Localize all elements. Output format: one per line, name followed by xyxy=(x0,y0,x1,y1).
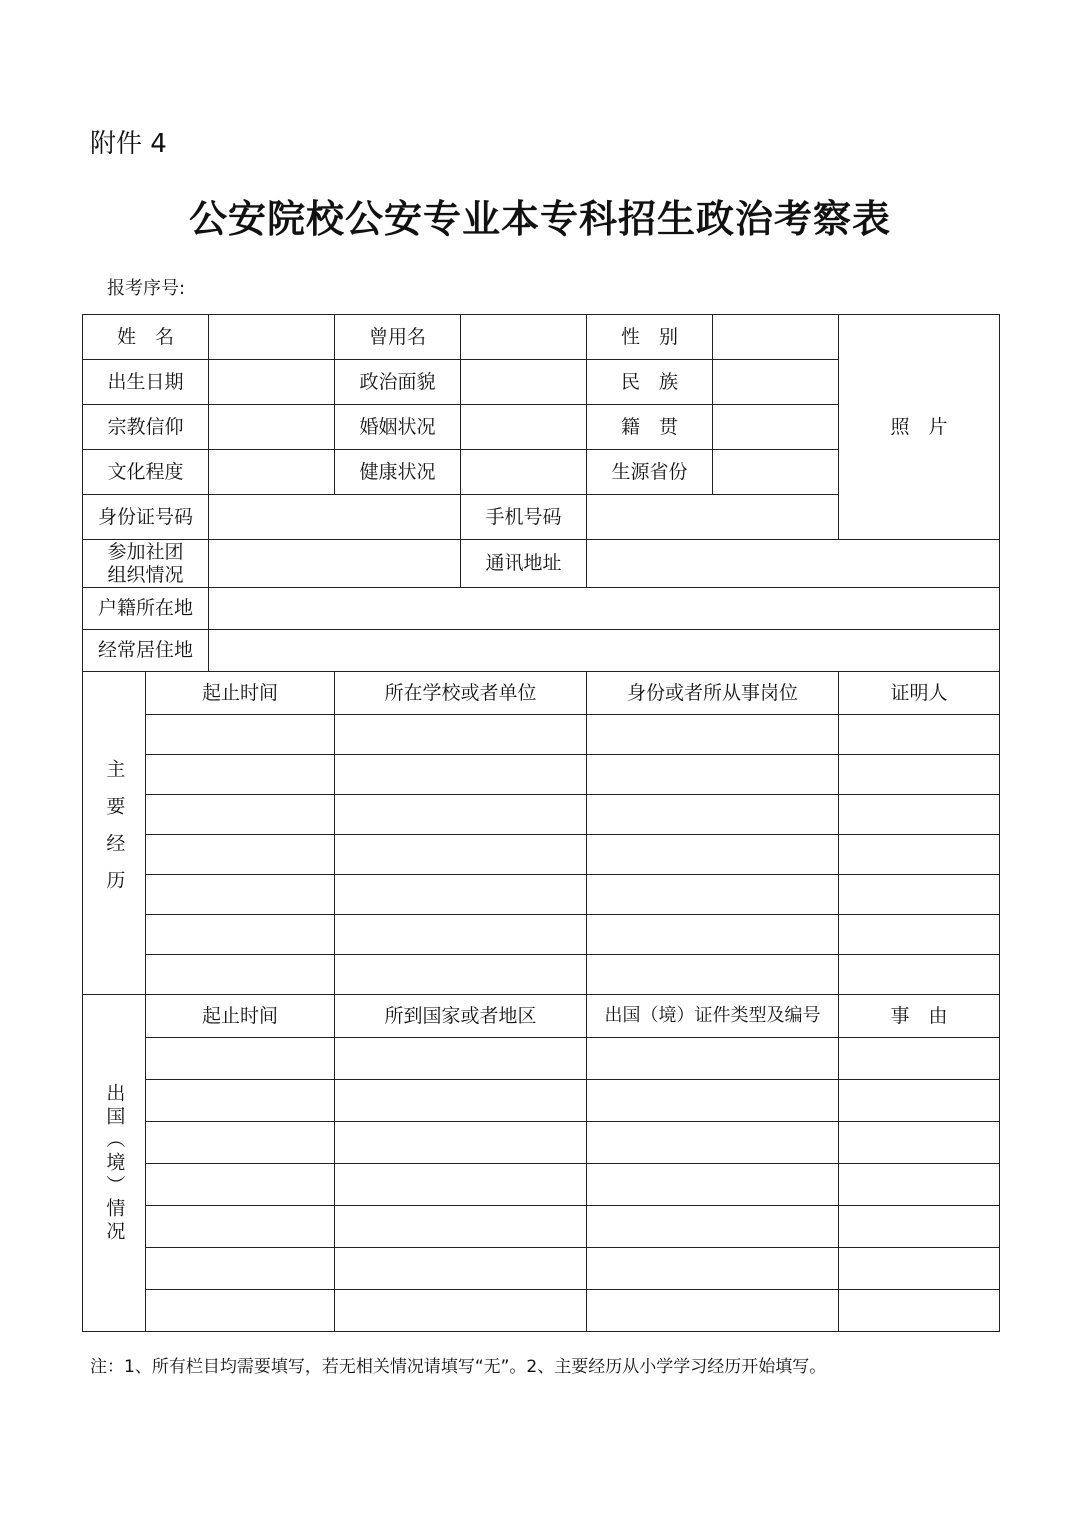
org-participation-line2: 组织情况 xyxy=(107,563,184,586)
abroad-cell[interactable] xyxy=(335,1038,587,1080)
abroad-cell[interactable] xyxy=(839,1206,1000,1248)
abroad-row xyxy=(83,1206,1000,1248)
experience-cell[interactable] xyxy=(146,875,335,915)
name-label: 姓 名 xyxy=(83,315,209,360)
abroad-cell[interactable] xyxy=(587,1248,839,1290)
experience-cell[interactable] xyxy=(839,755,1000,795)
abroad-row xyxy=(83,1080,1000,1122)
religion-label: 宗教信仰 xyxy=(83,405,209,450)
abroad-cell[interactable] xyxy=(146,1206,335,1248)
experience-col-period: 起止时间 xyxy=(146,672,335,715)
experience-cell[interactable] xyxy=(335,715,587,755)
experience-cell[interactable] xyxy=(839,875,1000,915)
experience-cell[interactable] xyxy=(839,955,1000,995)
abroad-cell[interactable] xyxy=(146,1164,335,1206)
experience-cell[interactable] xyxy=(839,715,1000,755)
abroad-row xyxy=(83,1038,1000,1080)
education-label: 文化程度 xyxy=(83,450,209,495)
id-number-field[interactable] xyxy=(209,495,461,540)
abroad-cell[interactable] xyxy=(146,1122,335,1164)
experience-cell[interactable] xyxy=(587,795,839,835)
abroad-cell[interactable] xyxy=(587,1206,839,1248)
abroad-section-label xyxy=(83,995,146,1332)
abroad-cell[interactable] xyxy=(839,1290,1000,1332)
experience-col-school-unit: 所在学校或者单位 xyxy=(335,672,587,715)
mailing-address-field[interactable] xyxy=(587,540,1000,588)
experience-col-witness: 证明人 xyxy=(839,672,1000,715)
ethnicity-field[interactable] xyxy=(713,360,839,405)
experience-cell[interactable] xyxy=(335,915,587,955)
photo-box[interactable]: 照 片 xyxy=(839,315,1000,540)
abroad-cell[interactable] xyxy=(839,1122,1000,1164)
experience-row xyxy=(83,915,1000,955)
abroad-cell[interactable] xyxy=(335,1290,587,1332)
experience-cell[interactable] xyxy=(335,875,587,915)
abroad-cell[interactable] xyxy=(587,1080,839,1122)
experience-row xyxy=(83,835,1000,875)
serial-number-label: 报考序号: xyxy=(107,278,186,299)
abroad-section-text: 出国（境）情况 xyxy=(103,1082,126,1244)
abroad-cell[interactable] xyxy=(146,1080,335,1122)
experience-row xyxy=(83,955,1000,995)
experience-cell[interactable] xyxy=(146,795,335,835)
form-title: 公安院校公安专业本专科招生政治考察表 xyxy=(188,196,891,241)
experience-row xyxy=(83,715,1000,755)
religion-field[interactable] xyxy=(209,405,335,450)
mailing-address-label: 通讯地址 xyxy=(461,540,587,588)
abroad-cell[interactable] xyxy=(146,1290,335,1332)
experience-cell[interactable] xyxy=(146,955,335,995)
experience-cell[interactable] xyxy=(335,955,587,995)
experience-cell[interactable] xyxy=(335,795,587,835)
experience-cell[interactable] xyxy=(587,755,839,795)
residence-label: 经常居住地 xyxy=(83,630,209,672)
health-field[interactable] xyxy=(461,450,587,495)
abroad-cell[interactable] xyxy=(335,1248,587,1290)
experience-cell[interactable] xyxy=(587,835,839,875)
residence-field[interactable] xyxy=(209,630,1000,672)
abroad-cell[interactable] xyxy=(587,1164,839,1206)
experience-cell[interactable] xyxy=(587,955,839,995)
ethnicity-label: 民 族 xyxy=(587,360,713,405)
experience-cell[interactable] xyxy=(335,755,587,795)
abroad-col-period: 起止时间 xyxy=(146,995,335,1038)
abroad-cell[interactable] xyxy=(146,1248,335,1290)
birth-date-label: 出生日期 xyxy=(83,360,209,405)
experience-row xyxy=(83,755,1000,795)
abroad-cell[interactable] xyxy=(839,1248,1000,1290)
education-field[interactable] xyxy=(209,450,335,495)
phone-label: 手机号码 xyxy=(461,495,587,540)
source-province-field[interactable] xyxy=(713,450,839,495)
org-participation-line1: 参加社团 xyxy=(107,540,184,563)
former-name-field[interactable] xyxy=(461,315,587,360)
health-label: 健康状况 xyxy=(335,450,461,495)
source-province-label: 生源省份 xyxy=(587,450,713,495)
gender-label: 性 别 xyxy=(587,315,713,360)
experience-cell[interactable] xyxy=(335,835,587,875)
abroad-cell[interactable] xyxy=(335,1080,587,1122)
experience-cell[interactable] xyxy=(146,755,335,795)
experience-cell[interactable] xyxy=(146,835,335,875)
abroad-cell[interactable] xyxy=(146,1038,335,1080)
abroad-row xyxy=(83,1290,1000,1332)
experience-section-label xyxy=(83,672,146,995)
abroad-cell[interactable] xyxy=(839,1164,1000,1206)
abroad-cell[interactable] xyxy=(839,1038,1000,1080)
name-field[interactable] xyxy=(209,315,335,360)
abroad-cell[interactable] xyxy=(587,1290,839,1332)
abroad-col-document: 出国（境）证件类型及编号 xyxy=(587,995,839,1038)
abroad-cell[interactable] xyxy=(335,1206,587,1248)
id-number-label: 身份证号码 xyxy=(83,495,209,540)
experience-cell[interactable] xyxy=(839,835,1000,875)
abroad-col-destination: 所到国家或者地区 xyxy=(335,995,587,1038)
experience-row xyxy=(83,795,1000,835)
experience-col-role: 身份或者所从事岗位 xyxy=(587,672,839,715)
abroad-row xyxy=(83,1248,1000,1290)
experience-cell[interactable] xyxy=(146,915,335,955)
footer-note: 注：1、所有栏目均需要填写，若无相关情况请填写“无”。2、主要经历从小学学习经历开始填写。 xyxy=(90,1357,827,1377)
abroad-cell[interactable] xyxy=(335,1164,587,1206)
experience-cell[interactable] xyxy=(587,875,839,915)
org-participation-field[interactable] xyxy=(209,540,461,588)
experience-cell[interactable] xyxy=(146,715,335,755)
birth-date-field[interactable] xyxy=(209,360,335,405)
org-participation-label xyxy=(83,540,209,588)
former-name-label: 曾用名 xyxy=(335,315,461,360)
political-status-label: 政治面貌 xyxy=(335,360,461,405)
abroad-row xyxy=(83,1122,1000,1164)
abroad-cell[interactable] xyxy=(839,1080,1000,1122)
native-place-label: 籍 贯 xyxy=(587,405,713,450)
experience-cell[interactable] xyxy=(587,715,839,755)
marital-status-label: 婚姻状况 xyxy=(335,405,461,450)
experience-cell[interactable] xyxy=(839,915,1000,955)
household-registration-field[interactable] xyxy=(209,588,1000,630)
abroad-cell[interactable] xyxy=(587,1122,839,1164)
experience-section-text: 主要经历 xyxy=(103,759,126,907)
experience-row xyxy=(83,875,1000,915)
abroad-cell[interactable] xyxy=(587,1038,839,1080)
phone-field[interactable] xyxy=(587,495,839,540)
experience-cell[interactable] xyxy=(587,915,839,955)
abroad-col-reason: 事 由 xyxy=(839,995,1000,1038)
abroad-cell[interactable] xyxy=(335,1122,587,1164)
marital-status-field[interactable] xyxy=(461,405,587,450)
abroad-row xyxy=(83,1164,1000,1206)
political-status-field[interactable] xyxy=(461,360,587,405)
gender-field[interactable] xyxy=(713,315,839,360)
household-registration-label: 户籍所在地 xyxy=(83,588,209,630)
political-review-form xyxy=(82,314,1000,1332)
native-place-field[interactable] xyxy=(713,405,839,450)
attachment-label: 附件 4 xyxy=(90,129,167,159)
experience-cell[interactable] xyxy=(839,795,1000,835)
